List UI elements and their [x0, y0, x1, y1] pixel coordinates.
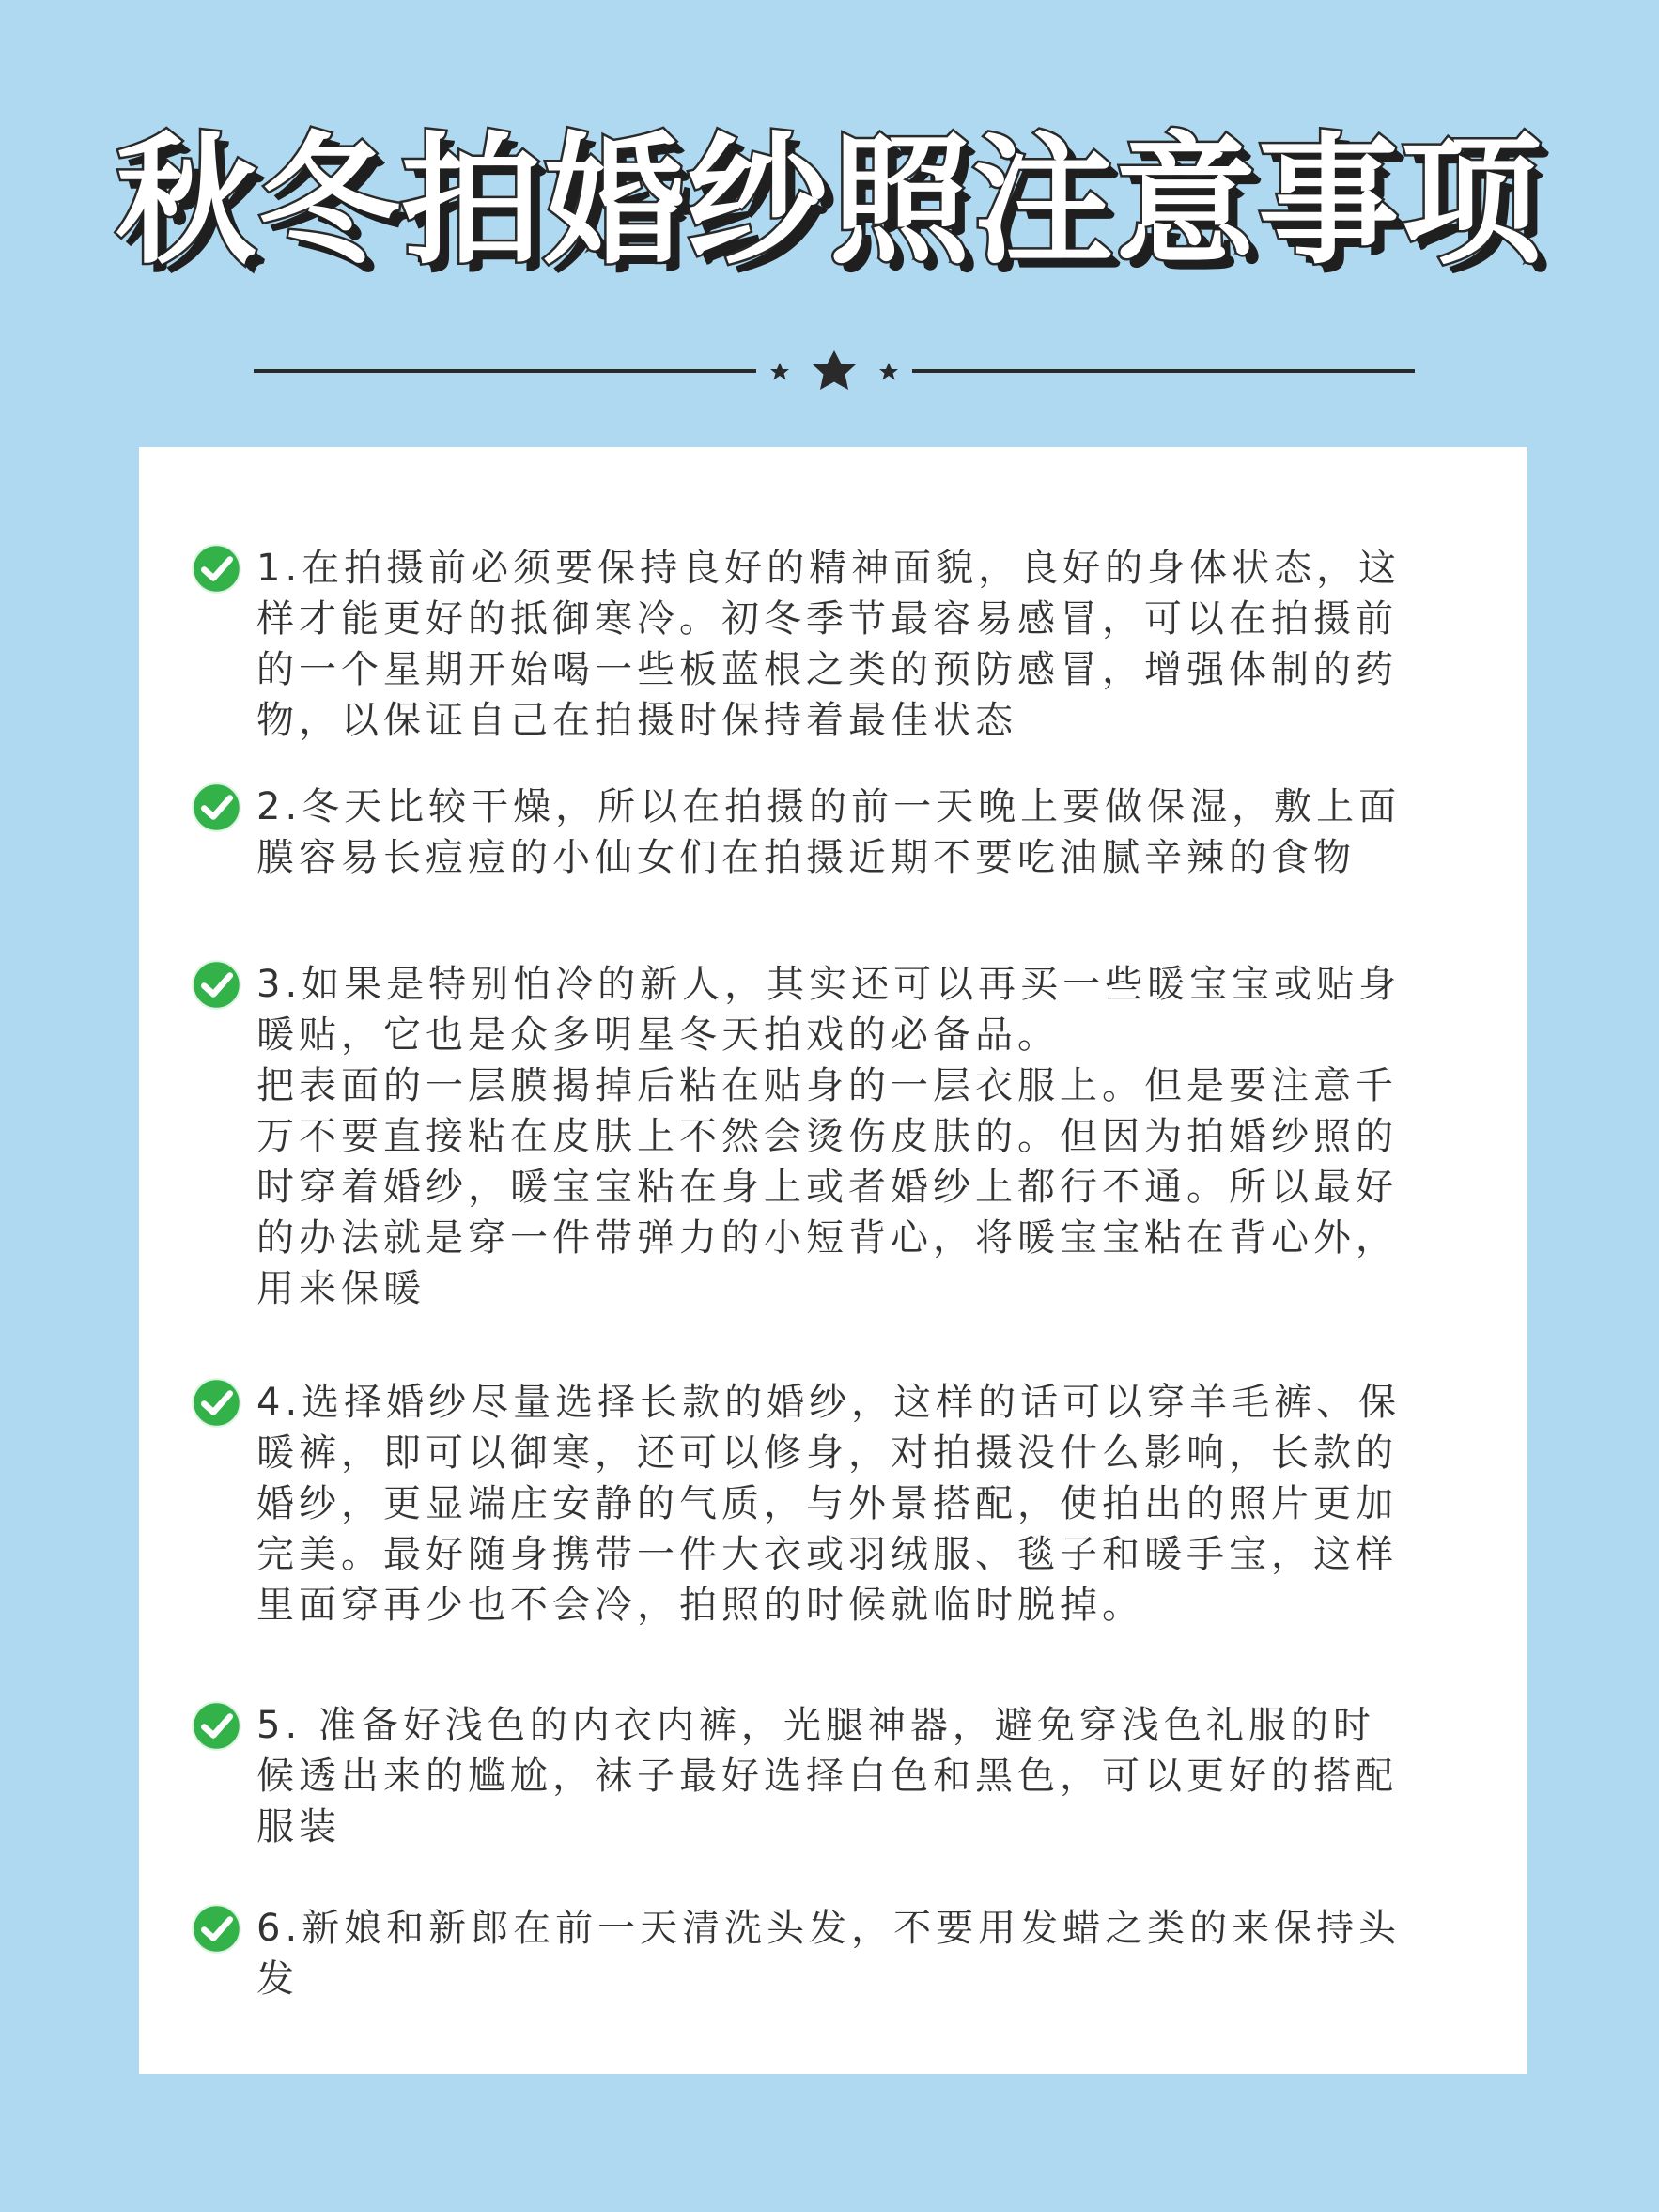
- check-circle-icon: [191, 959, 242, 1011]
- check-circle-icon: [191, 1700, 242, 1752]
- item-text: 6.新娘和新郎在前一天清洗头发，不要用发蜡之类的来保持头 发: [256, 1907, 1402, 2001]
- large-star-icon: [813, 350, 856, 390]
- item-text: 2.冬天比较干燥，所以在拍摄的前一天晚上要做保湿，敷上面 膜容易长痘痘的小仙女们在拍摄近期不要吃油腻辛辣的食物: [256, 785, 1402, 879]
- check-circle-icon: [191, 781, 242, 833]
- item-text: 4.选择婚纱尽量选择长款的婚纱，这样的话可以穿羊毛裤、保 暖裤，即可以御寒，还可以修身，对拍摄没什么影响，长款的 婚纱，更显端庄安静的气质，与外景搭配，使拍出的照片更加 完美。最好随身携带一件大衣或羽绒服、毯子和暖手宝，这样 里面穿再少也不会冷，拍照的时候就临时脱掉。: [256, 1381, 1402, 1627]
- star-divider: [254, 348, 1415, 394]
- item-text: 1.在拍摄前必须要保持良好的精神面貌，良好的身体状态，这 样才能更好的抵御寒冷。初冬季节最容易感冒，可以在拍摄前 的一个星期开始喝一些板蓝根之类的预防感冒，增强体制的药 物，以保证自己在拍摄时保持着最佳状态: [256, 547, 1402, 742]
- check-circle-icon: [191, 543, 242, 595]
- page-title: 秋冬拍婚纱照注意事项: [115, 120, 1543, 284]
- small-star-icon: [770, 363, 789, 380]
- check-circle-icon: [191, 1903, 242, 1955]
- item-text: 5. 准备好浅色的内衣内裤，光腿神器，避免穿浅色礼服的时 候透出来的尴尬，袜子最好选择白色和黑色，可以更好的搭配 服装: [256, 1704, 1398, 1848]
- small-star-icon: [879, 363, 898, 380]
- check-circle-icon: [191, 1377, 242, 1429]
- item-text: 3.如果是特别怕冷的新人，其实还可以再买一些暖宝宝或贴身 暖贴，它也是众多明星冬天拍戏的必备品。 把表面的一层膜揭掉后粘在贴身的一层衣服上。但是要注意千 万不要直接粘在皮肤上不然会烫伤皮肤的。但因为拍婚纱照的 时穿着婚纱，暖宝宝粘在身上或者婚纱上都行不通。所以最好 的办法就是穿一件带弹力的小短背心，将暖宝宝粘在背心外， 用来保暖: [256, 963, 1402, 1310]
- notes-card: [139, 447, 1527, 2074]
